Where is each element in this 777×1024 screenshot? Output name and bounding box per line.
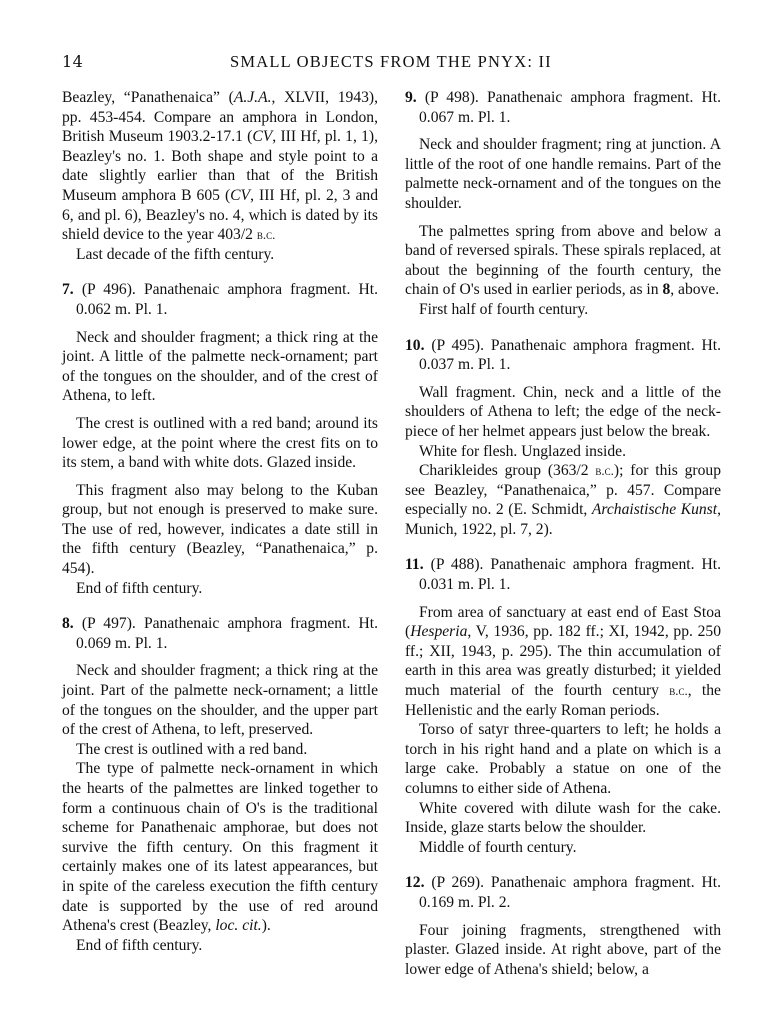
entry-heading: 11. (P 488). Panathenaic amphora fragment. Ht. 0.031 m. Pl. 1. bbox=[405, 556, 721, 594]
entry-description: Neck and shoulder fragment; ring at junction. A little of the root of one handle remains. Part of the palmette neck-ornament and of the tongues on the shoulder. bbox=[405, 136, 721, 212]
date-line: End of fifth century. bbox=[76, 579, 203, 597]
entry-commentary: This fragment also may belong to the Kuban group, but not enough is preserved to make sure. The use of red, however, indicates a date still in the fifth century (Beazley, “Panathenaica,” p. 454). bbox=[62, 481, 378, 578]
entry-description: Wall fragment. Chin, neck and a little of the shoulders of Athena to left; the edge of the neck-piece of her helmet appears just below the break. bbox=[405, 383, 721, 440]
catalogue-entry-9 bbox=[405, 88, 721, 320]
entry-description: Torso of satyr three-quarters to left; he holds a torch in his right hand and a plate on which is a large cake. Probably a statue on one of the columns to either side of Athena. bbox=[405, 721, 721, 797]
entry-description: The crest is outlined with a red band. bbox=[76, 740, 308, 758]
entry-description: The crest is outlined with a red band; around its lower edge, at the point where the crest fits on to its stem, a band with white dots. Glazed inside. bbox=[62, 414, 378, 472]
catalogue-entry-8 bbox=[62, 614, 378, 955]
entry-description: Neck and shoulder fragment; a thick ring at the joint. Part of the palmette neck-ornament; a little of the tongues on the shoulder, and the upper part of the crest of Athena, to left, preserved. bbox=[62, 662, 378, 739]
entry-heading: 9. (P 498). Panathenaic amphora fragment. Ht. 0.067 m. Pl. 1. bbox=[405, 89, 721, 126]
entry-heading: 7. (P 496). Panathenaic amphora fragment. Ht. 0.062 m. Pl. 1. bbox=[62, 281, 378, 318]
entry-commentary: Charikleides group (363/2 b.c.); for this group see Beazley, “Panathenaica,” p. 457. Compare especially no. 2 (E. Schmidt, Archaistische Kunst, Munich, 1922, pl. 7, 2). bbox=[405, 462, 721, 538]
entry-commentary: The palmettes spring from above and below a band of reversed spirals. These spirals replaced, at about the beginning of the fourth century, the chain of O's used in earlier periods, as in 8, above. bbox=[405, 222, 721, 299]
entry-description: Four joining fragments, strengthened with plaster. Glazed inside. At right above, part of the lower edge of Athena's shield; below, a bbox=[405, 921, 721, 978]
entry-heading: 8. (P 497). Panathenaic amphora fragment. Ht. 0.069 m. Pl. 1. bbox=[62, 615, 378, 652]
date-line: Last decade of the fifth century. bbox=[76, 245, 275, 263]
entry-description: White covered with dilute wash for the cake. Inside, glaze starts below the shoulder. bbox=[405, 799, 721, 837]
date-line: End of fifth century. bbox=[76, 936, 203, 954]
right-column bbox=[405, 88, 721, 979]
entry-description: White for flesh. Unglazed inside. bbox=[419, 442, 626, 460]
running-header bbox=[62, 52, 722, 76]
catalogue-entry-11 bbox=[405, 555, 721, 857]
continued-paragraph: Beazley, “Panathenaica” (A.J.A., XLVII, 1943), pp. 453-454. Compare an amphora in London, British Museum 1903.2-17.1 (CV, III Hf, pl. 1, 1), Beazley's no. 1. Both shape and style point to a date slightly earlier than that of the British Museum amphora B 605 (CV, III Hf, pl. 2, 3 and 6, and pl. 6), Beazley's no. 4, which is dated by its shield device to the year 403/2 b.c. bbox=[62, 89, 378, 244]
entry-heading: 12. (P 269). Panathenaic amphora fragment. Ht. 0.169 m. Pl. 2. bbox=[405, 874, 721, 911]
catalogue-entry-7 bbox=[62, 280, 378, 598]
date-line: Middle of fourth century. bbox=[419, 838, 577, 856]
entry-heading: 10. (P 495). Panathenaic amphora fragment. Ht. 0.037 m. Pl. 1. bbox=[405, 336, 721, 374]
date-line: First half of fourth century. bbox=[419, 300, 589, 318]
entry-commentary: The type of palmette neck-ornament in which the hearts of the palmettes are linked together to form a continuous chain of O's is the traditional scheme for Panathenaic amphorae, but does not survive the fifth century. On this fragment it certainly makes one of its latest appearances, but in spite of the careless execution the fifth century date is supported by the use of red around Athena's crest (Beazley, loc. cit.). bbox=[62, 760, 378, 935]
entry-description: Neck and shoulder fragment; a thick ring at the joint. A little of the palmette neck-ornament; part of the tongues on the shoulder, and of the crest of Athena, to left. bbox=[62, 328, 378, 405]
catalogue-entry-12 bbox=[405, 873, 721, 979]
entry-provenance: From area of sanctuary at east end of East Stoa (Hesperia, V, 1936, pp. 182 ff.; XI, 1942, pp. 250 ff.; XII, 1943, p. 295). The thin accumulation of earth in this area was greatly disturbed; it yielded much material of the fourth century b.c., the Hellenistic and the early Roman periods. bbox=[405, 603, 721, 719]
running-title: SMALL OBJECTS FROM THE PNYX: II bbox=[230, 52, 552, 71]
catalogue-entry-10 bbox=[405, 336, 721, 540]
page-number: 14 bbox=[62, 52, 84, 71]
left-column bbox=[62, 88, 378, 955]
